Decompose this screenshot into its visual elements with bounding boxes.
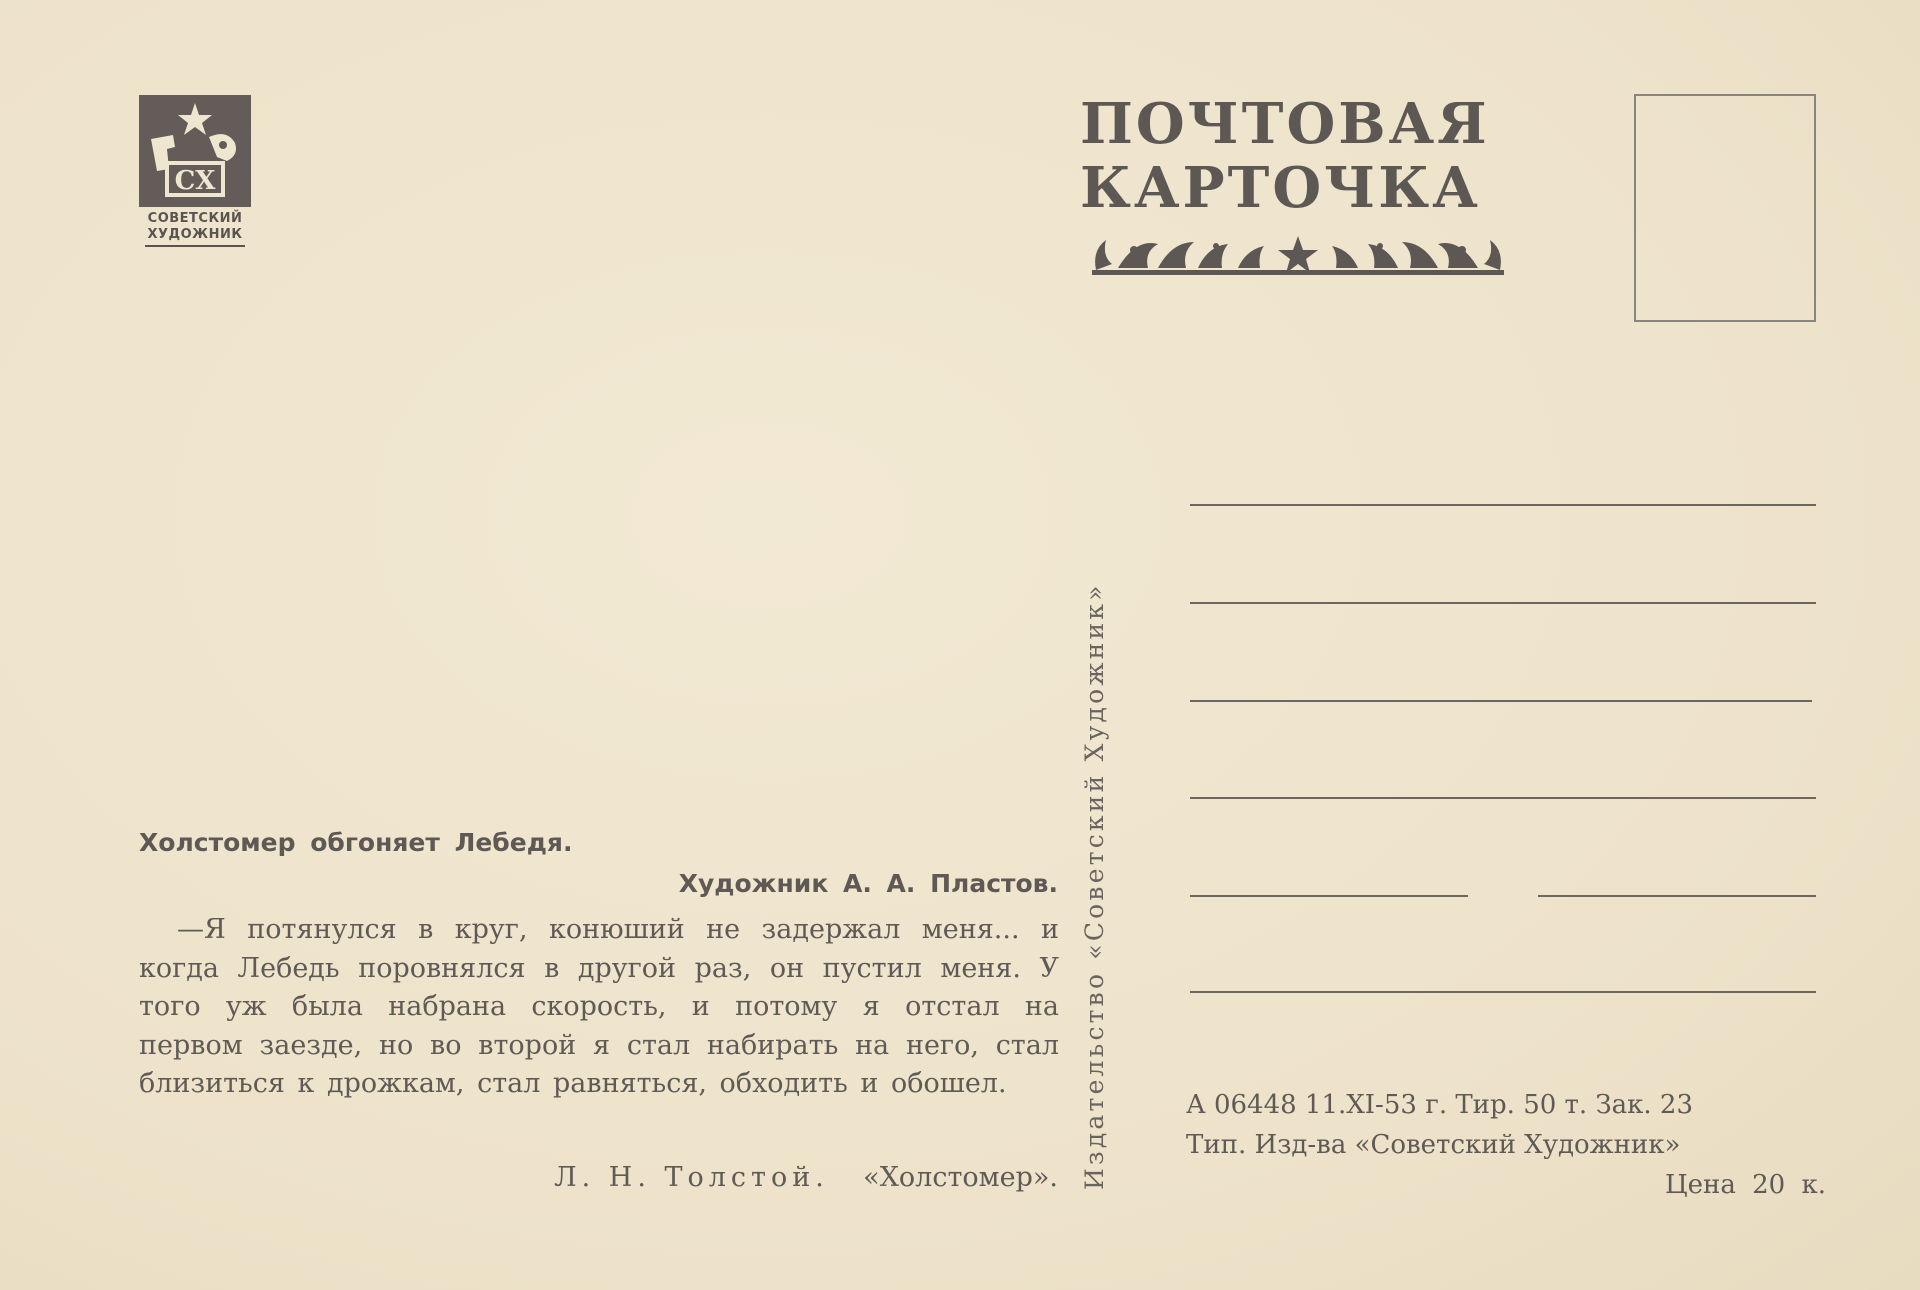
- quote-author: Л. Н. Толстой.: [554, 1162, 829, 1193]
- svg-text:СХ: СХ: [174, 166, 216, 196]
- address-line-5b[interactable]: [1538, 895, 1816, 897]
- folk-ornament-star-icon: [1088, 230, 1508, 282]
- address-line-6[interactable]: [1190, 991, 1816, 993]
- picture-title: Холстомер обгоняет Лебедя.: [139, 828, 573, 857]
- address-line-1[interactable]: [1190, 504, 1816, 506]
- quote-attribution: [554, 1162, 1058, 1193]
- postcard-heading: [1080, 92, 1520, 220]
- heading-line-1: ПОЧТОВАЯ: [1080, 91, 1490, 157]
- imprint-line-1: А 06448 11.XI-53 г. Тир. 50 т. Зак. 23: [1186, 1090, 1694, 1120]
- address-line-3[interactable]: [1190, 700, 1812, 702]
- logo-underline: [145, 245, 245, 247]
- imprint-price: Цена 20 к.: [1664, 1170, 1826, 1200]
- address-line-4[interactable]: [1190, 797, 1816, 799]
- quote-text: —Я потянулся в круг, конюший не задержал меня... и когда Лебедь поровнялся в другой раз, он пустил меня. У того уж была набрана скорость, и потому я отстал на первом заезде, но во второй я стал набирать на него, стал близиться к дрожкам, стал равняться, обходить и обошел.: [139, 914, 1059, 1099]
- quote-work: «Холстомер».: [863, 1162, 1058, 1193]
- print-imprint: [1186, 1085, 1826, 1205]
- logo-line-2: ХУДОЖНИК: [147, 227, 243, 242]
- logo-line-1: СОВЕТСКИЙ: [147, 211, 243, 226]
- stamp-box: [1634, 94, 1816, 322]
- soviet-artist-star-logo-icon: [139, 95, 251, 207]
- artist-credit: Художник А. А. Пластов.: [678, 869, 1058, 898]
- address-line-5a[interactable]: [1190, 895, 1468, 897]
- publisher-logo: [139, 95, 251, 247]
- imprint-line-2: Тип. Изд-ва «Советский Художник»: [1186, 1130, 1681, 1160]
- vertical-publisher-text: Издательство «Советский Художник»: [1080, 582, 1109, 1190]
- heading-line-2: КАРТОЧКА: [1080, 155, 1481, 221]
- address-line-2[interactable]: [1190, 602, 1816, 604]
- quote-paragraph: [139, 911, 1059, 1104]
